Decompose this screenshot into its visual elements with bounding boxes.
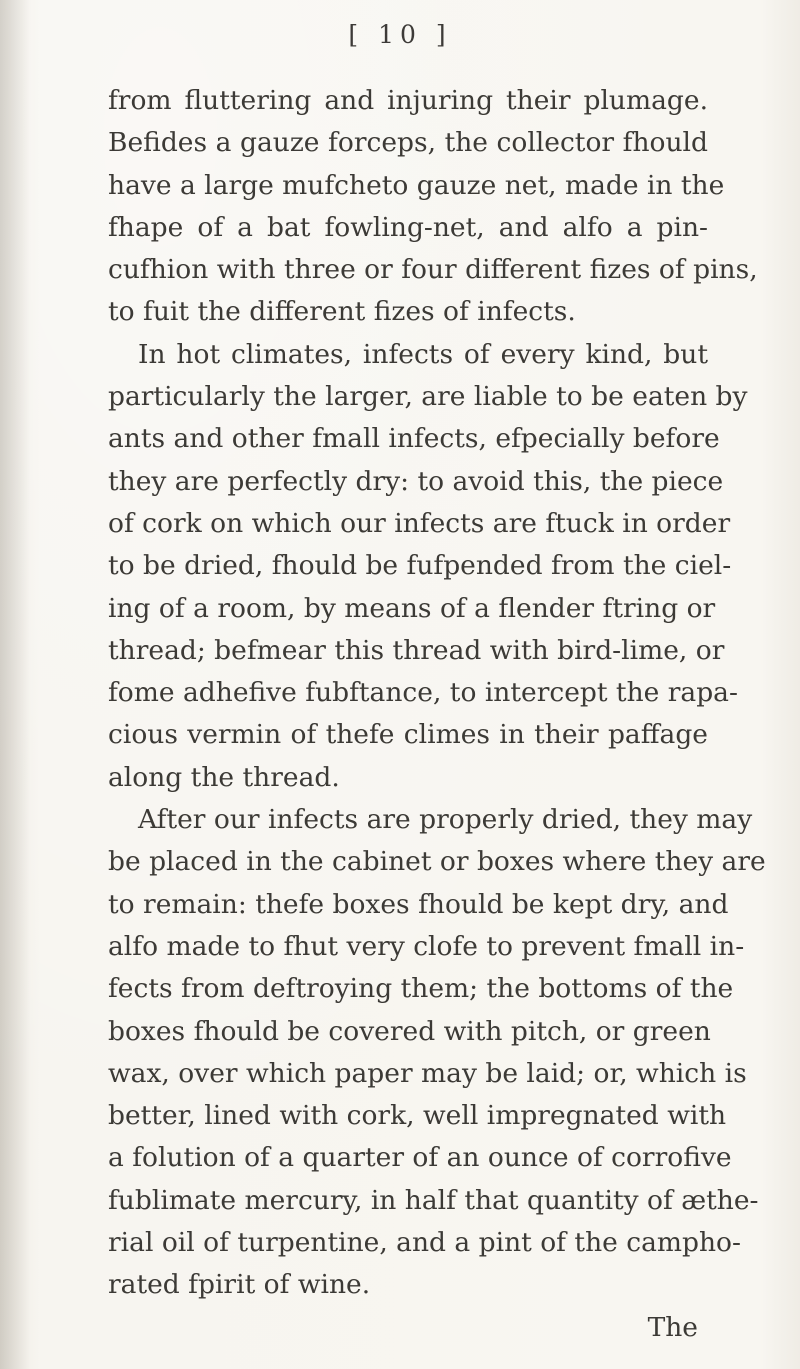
text-line: ants and other fmall infects, efpecially before [108,423,720,455]
text-line: thread; befmear this thread with bird-lime, or [108,634,725,666]
text-line: rated fpirit of wine. [108,1269,371,1301]
text-line: wax, over which paper may be laid; or, which is [108,1057,747,1089]
text-line: to be dried, fhould be fufpended from the ciel- [108,550,732,582]
text-line: ing of a room, by means of a flender ftring or [108,592,716,624]
text-line: In hot climates, infects of every kind, but [138,338,708,370]
body-text [108,80,766,1349]
text-line: rial oil of turpentine, and a pint of the campho- [108,1227,741,1259]
text-line: of cork on which our infects are ftuck in order [108,507,731,539]
text-line: be placed in the cabinet or boxes where they are [108,846,766,878]
text-line: cufhion with three or four different fizes of pins, [108,254,758,286]
text-line: to remain: thefe boxes fhould be kept dry, and [108,888,729,920]
text-line: cious vermin of thefe climes in their paffage [108,719,708,751]
text-line: to fuit the different fizes of infects. [108,296,576,328]
text-line: particularly the larger, are liable to be eaten by [108,381,748,413]
text-line: fhape of a bat fowling-net, and alfo a pin- [108,211,708,243]
text-line: fome adhefive fubftance, to intercept the rapa- [108,677,738,709]
text-line: from fluttering and injuring their plumage. [108,85,708,116]
catchword: The [647,1311,698,1343]
text-line: a folution of a quarter of an ounce of corrofive [108,1142,732,1174]
text-line: fublimate mercury, in half that quantity of æthe- [108,1184,759,1216]
page-number: [ 10 ] [348,20,452,49]
text-line: fects from deftroying them; the bottoms of the [108,973,734,1005]
text-line: they are perfectly dry: to avoid this, the piece [108,465,724,497]
page-gutter-shadow [0,0,30,1369]
text-line: boxes fhould be covered with pitch, or green [108,1015,711,1047]
text-line: Befides a gauze forceps, the collector fhould [108,127,708,159]
text-line: alfo made to fhut very clofe to prevent fmall in- [108,930,745,962]
text-line: After our infects are properly dried, they may [138,804,753,836]
text-line: along the thread. [108,761,340,793]
text-line: have a large mufcheto gauze net, made in the [108,169,725,201]
text-line: better, lined with cork, well impregnated with [108,1100,727,1132]
